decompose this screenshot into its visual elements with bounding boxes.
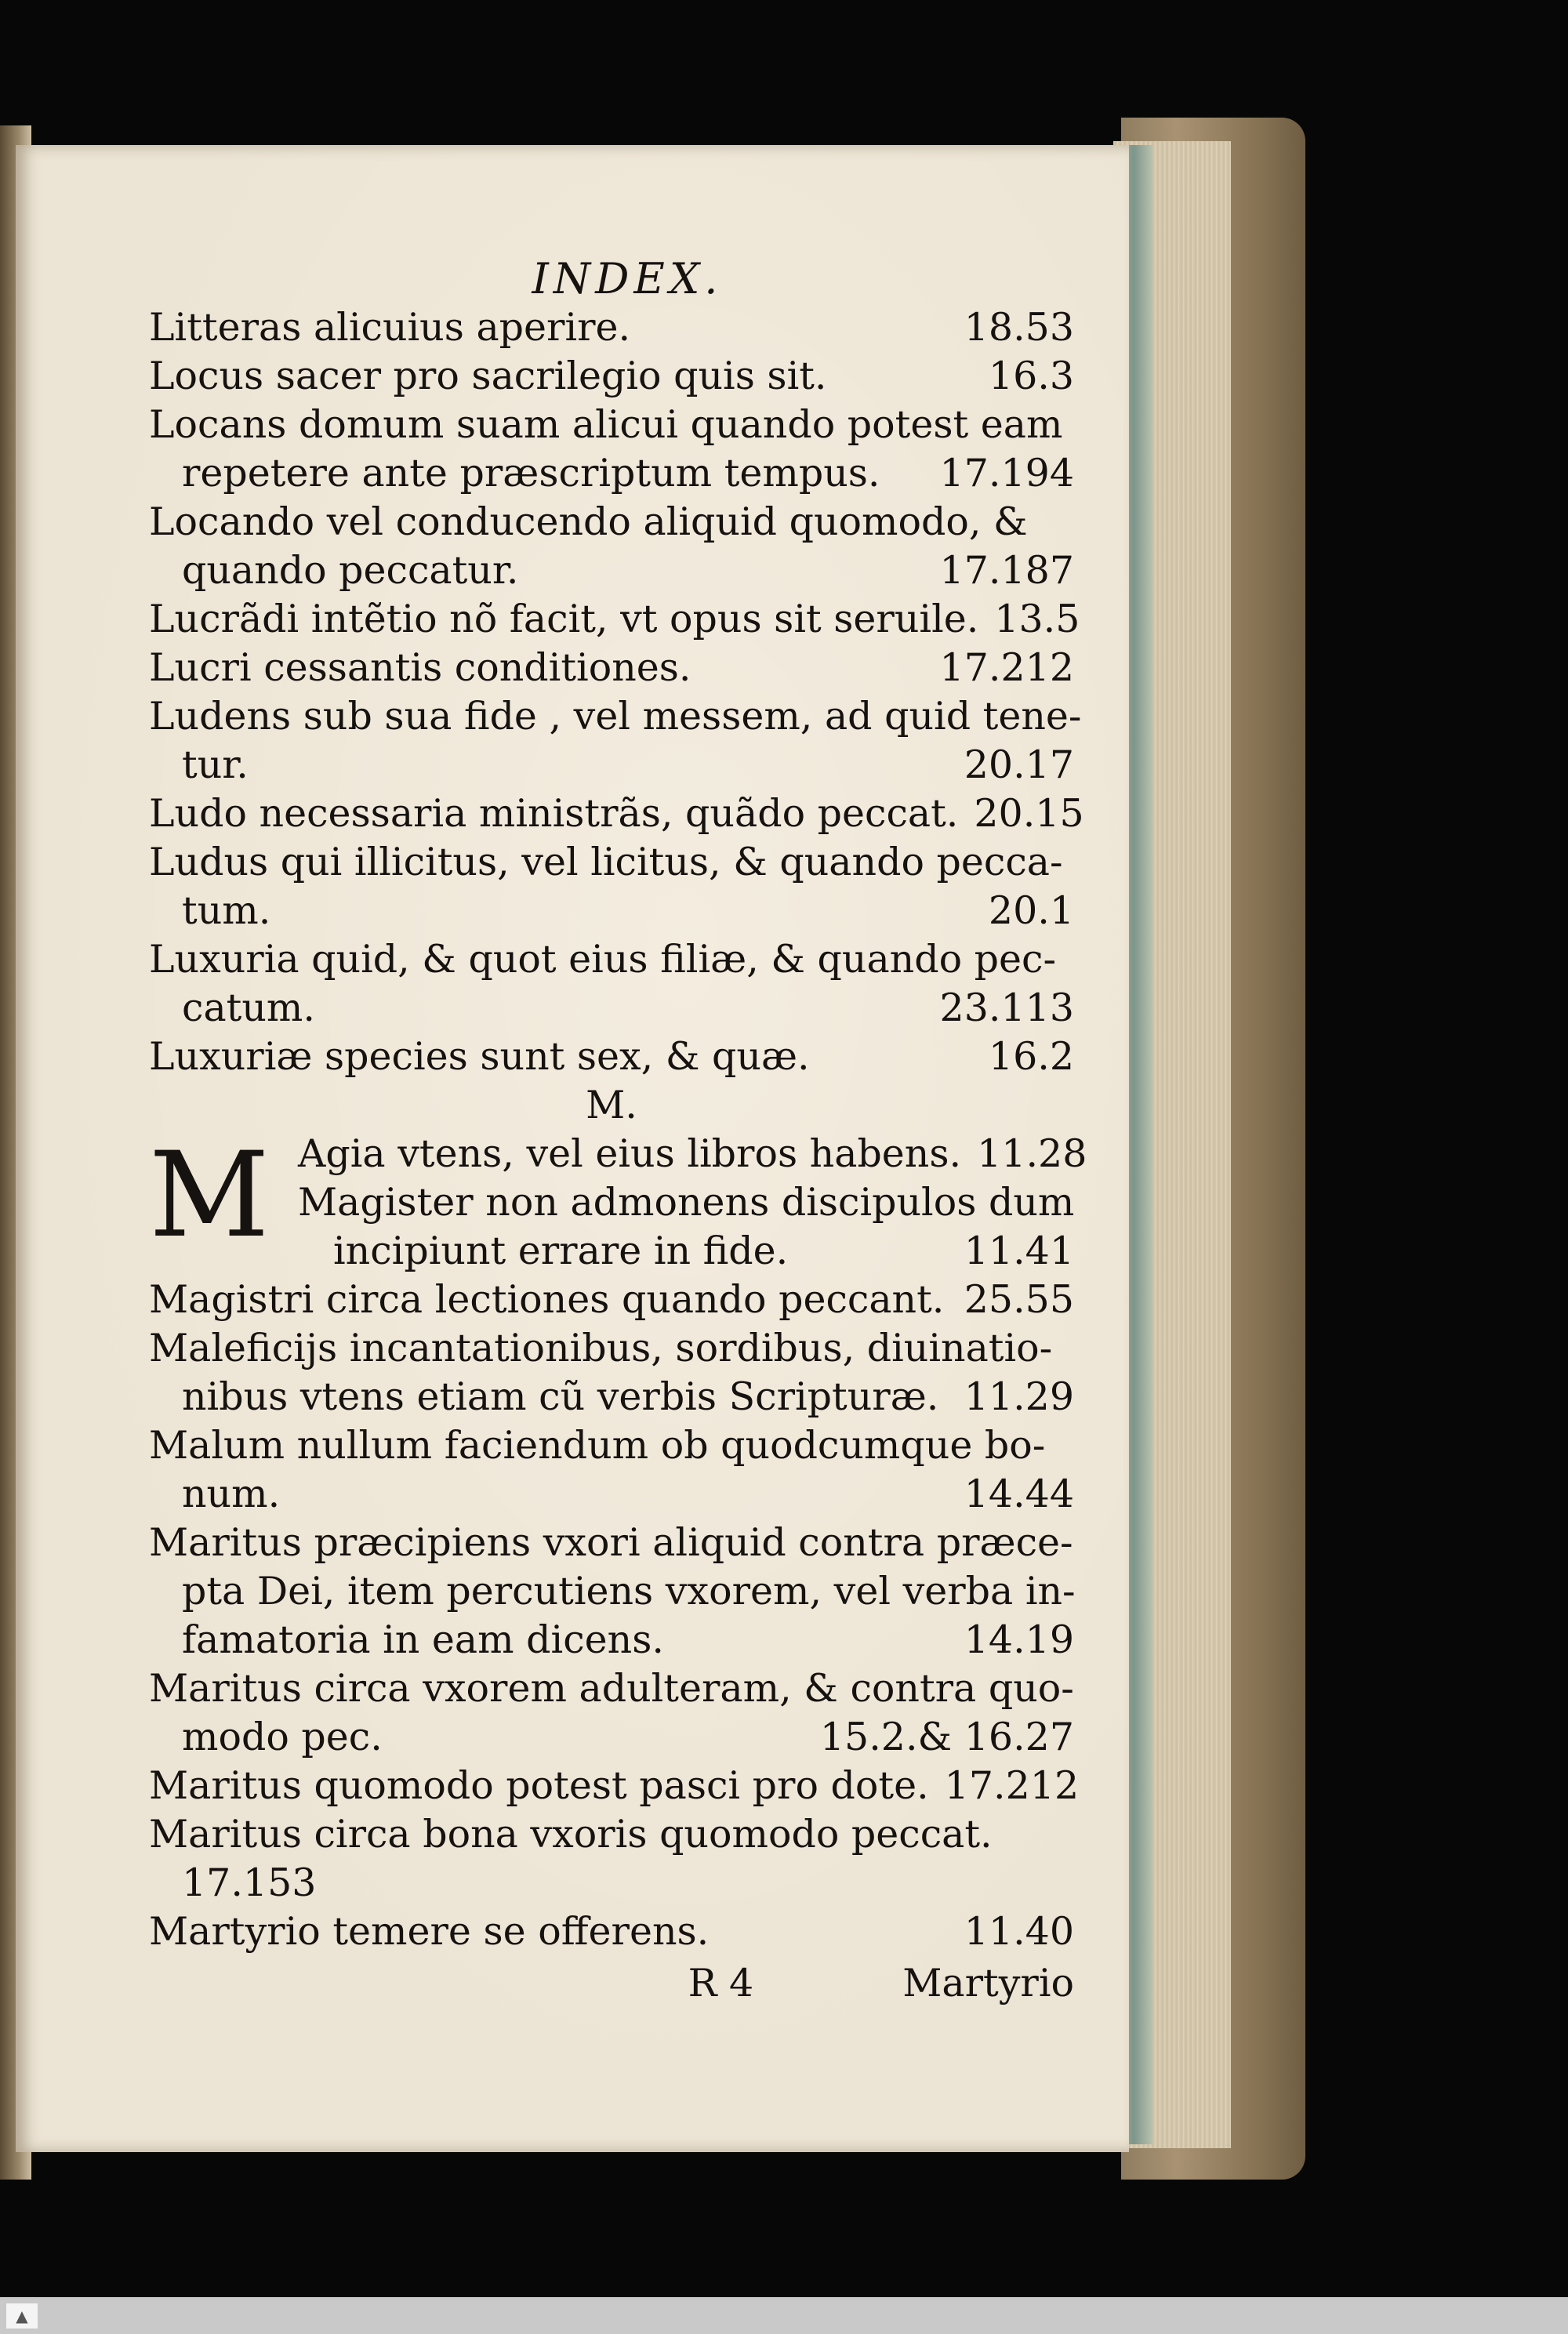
viewer-bottom-bar: [0, 2297, 1568, 2334]
index-entry: Agia vtens, vel eius libros habens. 11.28: [298, 1131, 1087, 1176]
book-opening: [0, 110, 1309, 2195]
index-entry: Lucri cessantis conditiones. 17.212: [149, 645, 1074, 690]
index-entry: Locus sacer pro sacrilegio quis sit. 16.3: [149, 354, 1074, 398]
index-entry: Litteras alicuius aperire. 18.53: [149, 305, 1074, 350]
index-entry: Luxuria quid, & quot eius filiæ, & quando pec-: [149, 937, 1057, 982]
page-text: [149, 254, 1087, 2008]
index-entry: famatoria in eam dicens. 14.19: [182, 1617, 1074, 1662]
drop-capital: M: [149, 1127, 270, 1264]
index-entry: Magistri circa lectiones quando peccant. 25.55: [149, 1277, 1074, 1322]
index-entry: Lucrãdi intẽtio nõ facit, vt opus sit seruile. 13.5: [149, 597, 1080, 641]
index-entry: Maritus circa vxorem adulteram, & contra quo-: [149, 1666, 1074, 1711]
index-entry: num. 14.44: [182, 1472, 1074, 1516]
index-entry: Ludens sub sua fide , vel messem, ad quid tene-: [149, 694, 1082, 739]
page-footer: [149, 1959, 1074, 2008]
index-entry: Ludus qui illicitus, vel licitus, & quando pecca-: [149, 840, 1063, 884]
index-entry: catum. 23.113: [182, 986, 1074, 1030]
index-entry: nibus vtens etiam cũ verbis Scripturæ. 11.29: [182, 1374, 1074, 1419]
index-entry: Luxuriæ species sunt sex, & quæ. 16.2: [149, 1034, 1074, 1079]
index-entry: quando peccatur. 17.187: [182, 548, 1074, 593]
index-entry: pta Dei, item percutiens vxorem, vel verba in-: [182, 1569, 1076, 1613]
signature-mark: R 4: [688, 1961, 754, 2005]
section-heading: M.: [586, 1083, 637, 1127]
catchword: Martyrio: [902, 1961, 1074, 2005]
index-entry: Ludo necessaria ministrãs, quãdo peccat. 20.15: [149, 791, 1084, 836]
index-entry: modo pec. 15.2.& 16.27: [182, 1715, 1074, 1759]
index-entry: Magister non admonens discipulos dum: [298, 1180, 1075, 1225]
library-logo-icon: ▲: [6, 2303, 38, 2329]
index-entry: incipiunt errare in fide. 11.41: [333, 1229, 1074, 1273]
index-entry: repetere ante præscriptum tempus. 17.194: [182, 451, 1074, 495]
m-section: [149, 1127, 1087, 1276]
index-entry: Maleficijs incantationibus, sordibus, diuinatio-: [149, 1326, 1053, 1370]
index-entry: Maritus præcipiens vxori aliquid contra præce-: [149, 1520, 1073, 1565]
index-entry: Martyrio temere se offerens. 11.40: [149, 1909, 1074, 1954]
page-header: INDEX.: [532, 254, 723, 303]
index-entry: 17.153: [182, 1860, 317, 1905]
index-entry: Locans domum suam alicui quando potest eam: [149, 402, 1063, 447]
index-entry: tur. 20.17: [182, 742, 1074, 787]
index-entry: tum. 20.1: [182, 888, 1074, 933]
index-entry: Maritus circa bona vxoris quomodo peccat.: [149, 1812, 993, 1857]
index-entry: Maritus quomodo potest pasci pro dote. 17.212: [149, 1763, 1080, 1808]
index-entry: Malum nullum faciendum ob quodcumque bo-: [149, 1423, 1046, 1468]
index-entry: Locando vel conducendo aliquid quomodo, &: [149, 499, 1028, 544]
index-page: [16, 145, 1129, 2152]
